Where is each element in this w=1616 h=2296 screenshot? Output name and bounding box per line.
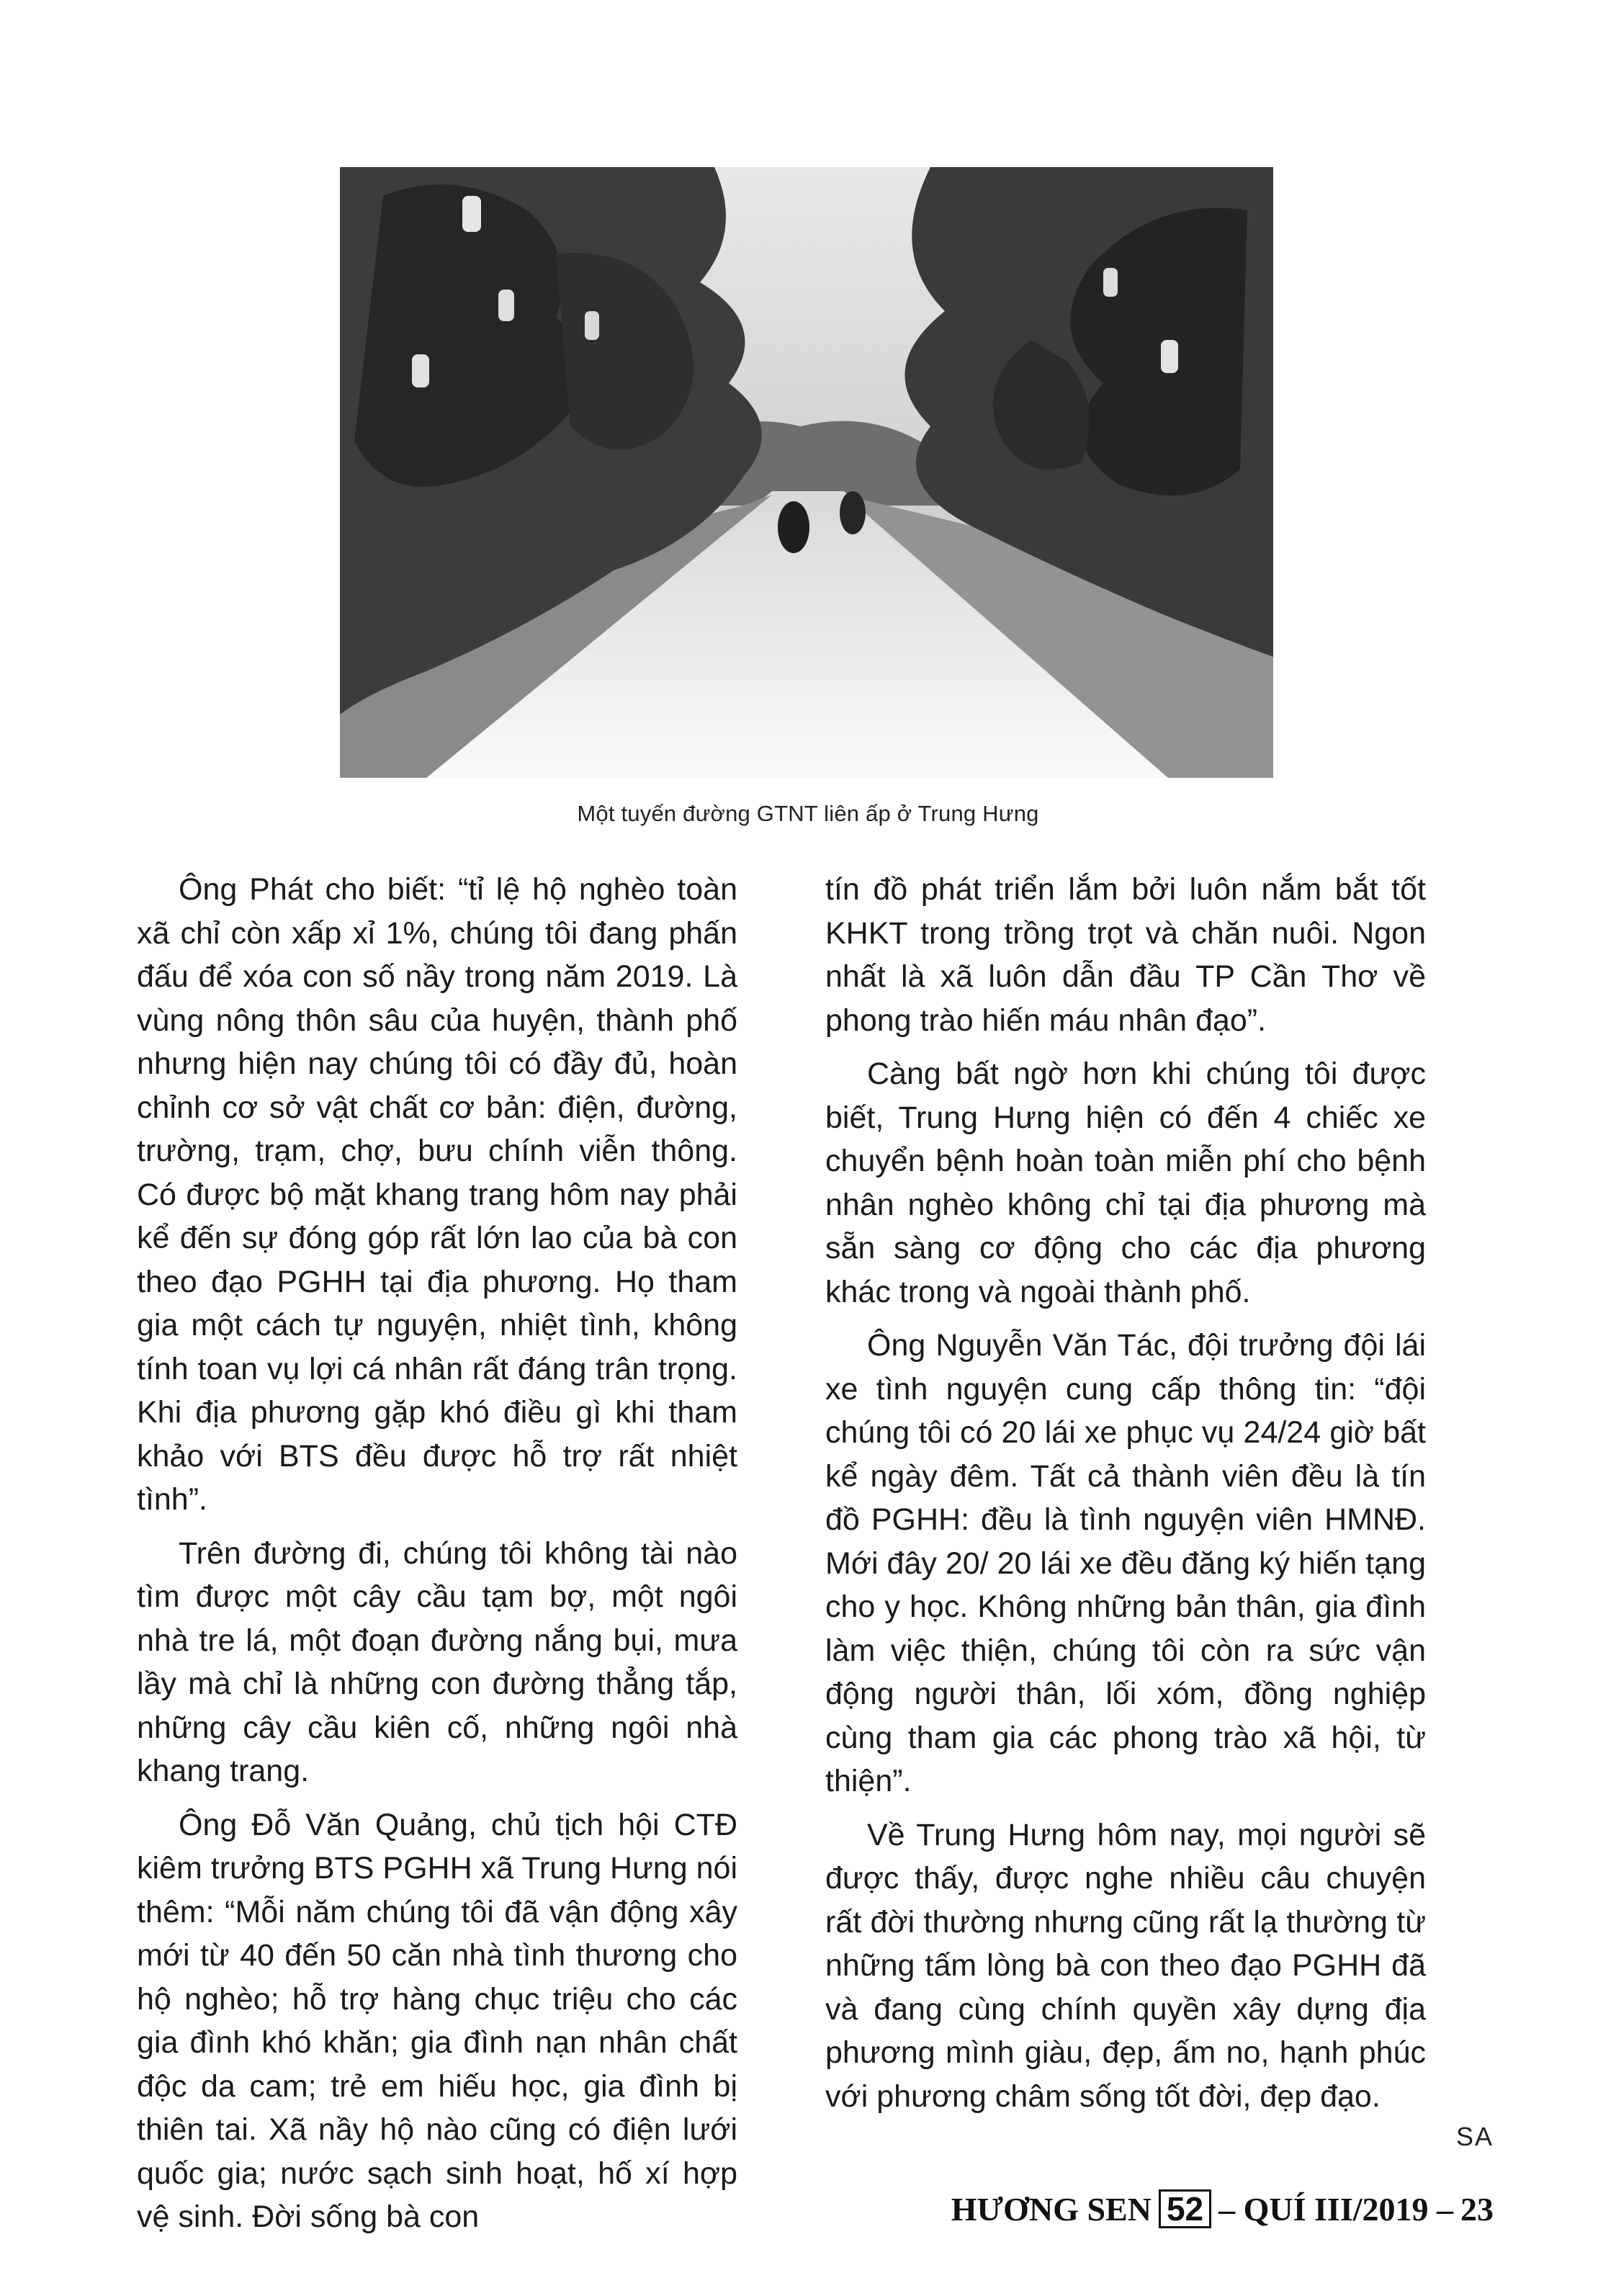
issue-number: 52 <box>1159 2189 1211 2228</box>
page-number: 23 <box>1460 2190 1494 2228</box>
paragraph: Ông Nguyễn Văn Tác, đội trưởng đội lái xe tình nguyện cung cấp thông tin: “đội chúng tôi có 20 lái xe phục vụ 24/24 giờ bất kể ngày đêm. Tất cả thành viên đều là tín đồ PGHH: đều là tình nguyện viên HMNĐ. Mới đây 20/ 20 lái xe đều đăng ký hiến tạng cho y học. Không những bản thân, gia đình làm việc thiện, chúng tôi còn ra sức vận động người thân, lối xóm, đồng nghiệp cùng tham gia các phong trào xã hội, từ thiện”. <box>825 1328 1426 1798</box>
photo-caption: Một tuyến đường GTNT liên ấp ở Trung Hưng <box>577 801 1039 826</box>
paragraph: Ông Đỗ Văn Quảng, chủ tịch hội CTĐ kiêm trưởng BTS PGHH xã Trung Hưng nói thêm: “Mỗi năm chúng tôi đã vận động xây mới từ 40 đến 50 căn nhà tình thương cho hộ nghèo; hỗ trợ hàng chục triệu cho các gia đình khó khăn; gia đình nạn nhân chất độc da cam; trẻ em hiếu học, gia đình bị thiên tai. Xã nầy hộ nào cũng có điện lưới quốc gia; nước sạch sinh hoạt, hố xí hợp vệ sinh. Đời sống bà con <box>137 1807 737 2234</box>
article-column-left <box>137 868 737 2249</box>
issue-period: – QUÍ III/2019 – <box>1218 2190 1453 2228</box>
magazine-name: HƯƠNG SEN <box>951 2190 1152 2228</box>
paragraph: Ông Phát cho biết: “tỉ lệ hộ nghèo toàn xã chỉ còn xấp xỉ 1%, chúng tôi đang phấn đấu để xóa con số nầy trong năm 2019. Là vùng nông thôn sâu của huyện, thành phố nhưng hiện nay chúng tôi có đầy đủ, hoàn chỉnh cơ sở vật chất cơ bản: điện, đường, trường, trạm, chợ, bưu chính viễn thông. Có được bộ mặt khang trang hôm nay phải kể đến sự đóng góp rất lớn lao của bà con theo đạo PGHH tại địa phương. Họ tham gia một cách tự nguyện, nhiệt tình, không tính toan vụ lợi cá nhân rất đáng trân trọng. Khi địa phương gặp khó điều gì khi tham khảo với BTS đều được hỗ trợ rất nhiệt tình”. <box>137 872 737 1517</box>
paragraph: Về Trung Hưng hôm nay, mọi người sẽ được thấy, được nghe nhiều câu chuyện rất đời thường nhưng cũng rất lạ thường từ những tấm lòng bà con theo đạo PGHH đã và đang cùng chính quyền xây dựng địa phương mình giàu, đẹp, ấm no, hạnh phúc với phương châm sống tốt đời, đẹp đạo. <box>825 1817 1426 2114</box>
author-signature: SA <box>1455 2122 1494 2151</box>
article-photo <box>340 167 1273 778</box>
paragraph: Càng bất ngờ hơn khi chúng tôi được biết, Trung Hưng hiện có đến 4 chiếc xe chuyển bệnh hoàn toàn miễn phí cho bệnh nhân nghèo không chỉ tại địa phương mà sẵn sàng cơ động cho các địa phương khác trong và ngoài thành phố. <box>825 1057 1426 1309</box>
paragraph-continued: tín đồ phát triển lắm bởi luôn nắm bắt tốt KHKT trong trồng trọt và chăn nuôi. Ngon nhất là xã luôn dẫn đầu TP Cần Thơ về phong trào hiến máu nhân đạo”. <box>825 872 1426 1038</box>
article-column-right <box>825 868 1426 2128</box>
road-through-fruit-trees-photo <box>340 167 1273 778</box>
paragraph: Trên đường đi, chúng tôi không tài nào tìm được một cây cầu tạm bợ, một ngôi nhà tre lá, một đoạn đường nắng bụi, mưa lầy mà chỉ là những con đường thẳng tắp, những cây cầu kiên cố, những ngôi nhà khang trang. <box>137 1535 737 1788</box>
page-footer <box>951 2189 1494 2228</box>
